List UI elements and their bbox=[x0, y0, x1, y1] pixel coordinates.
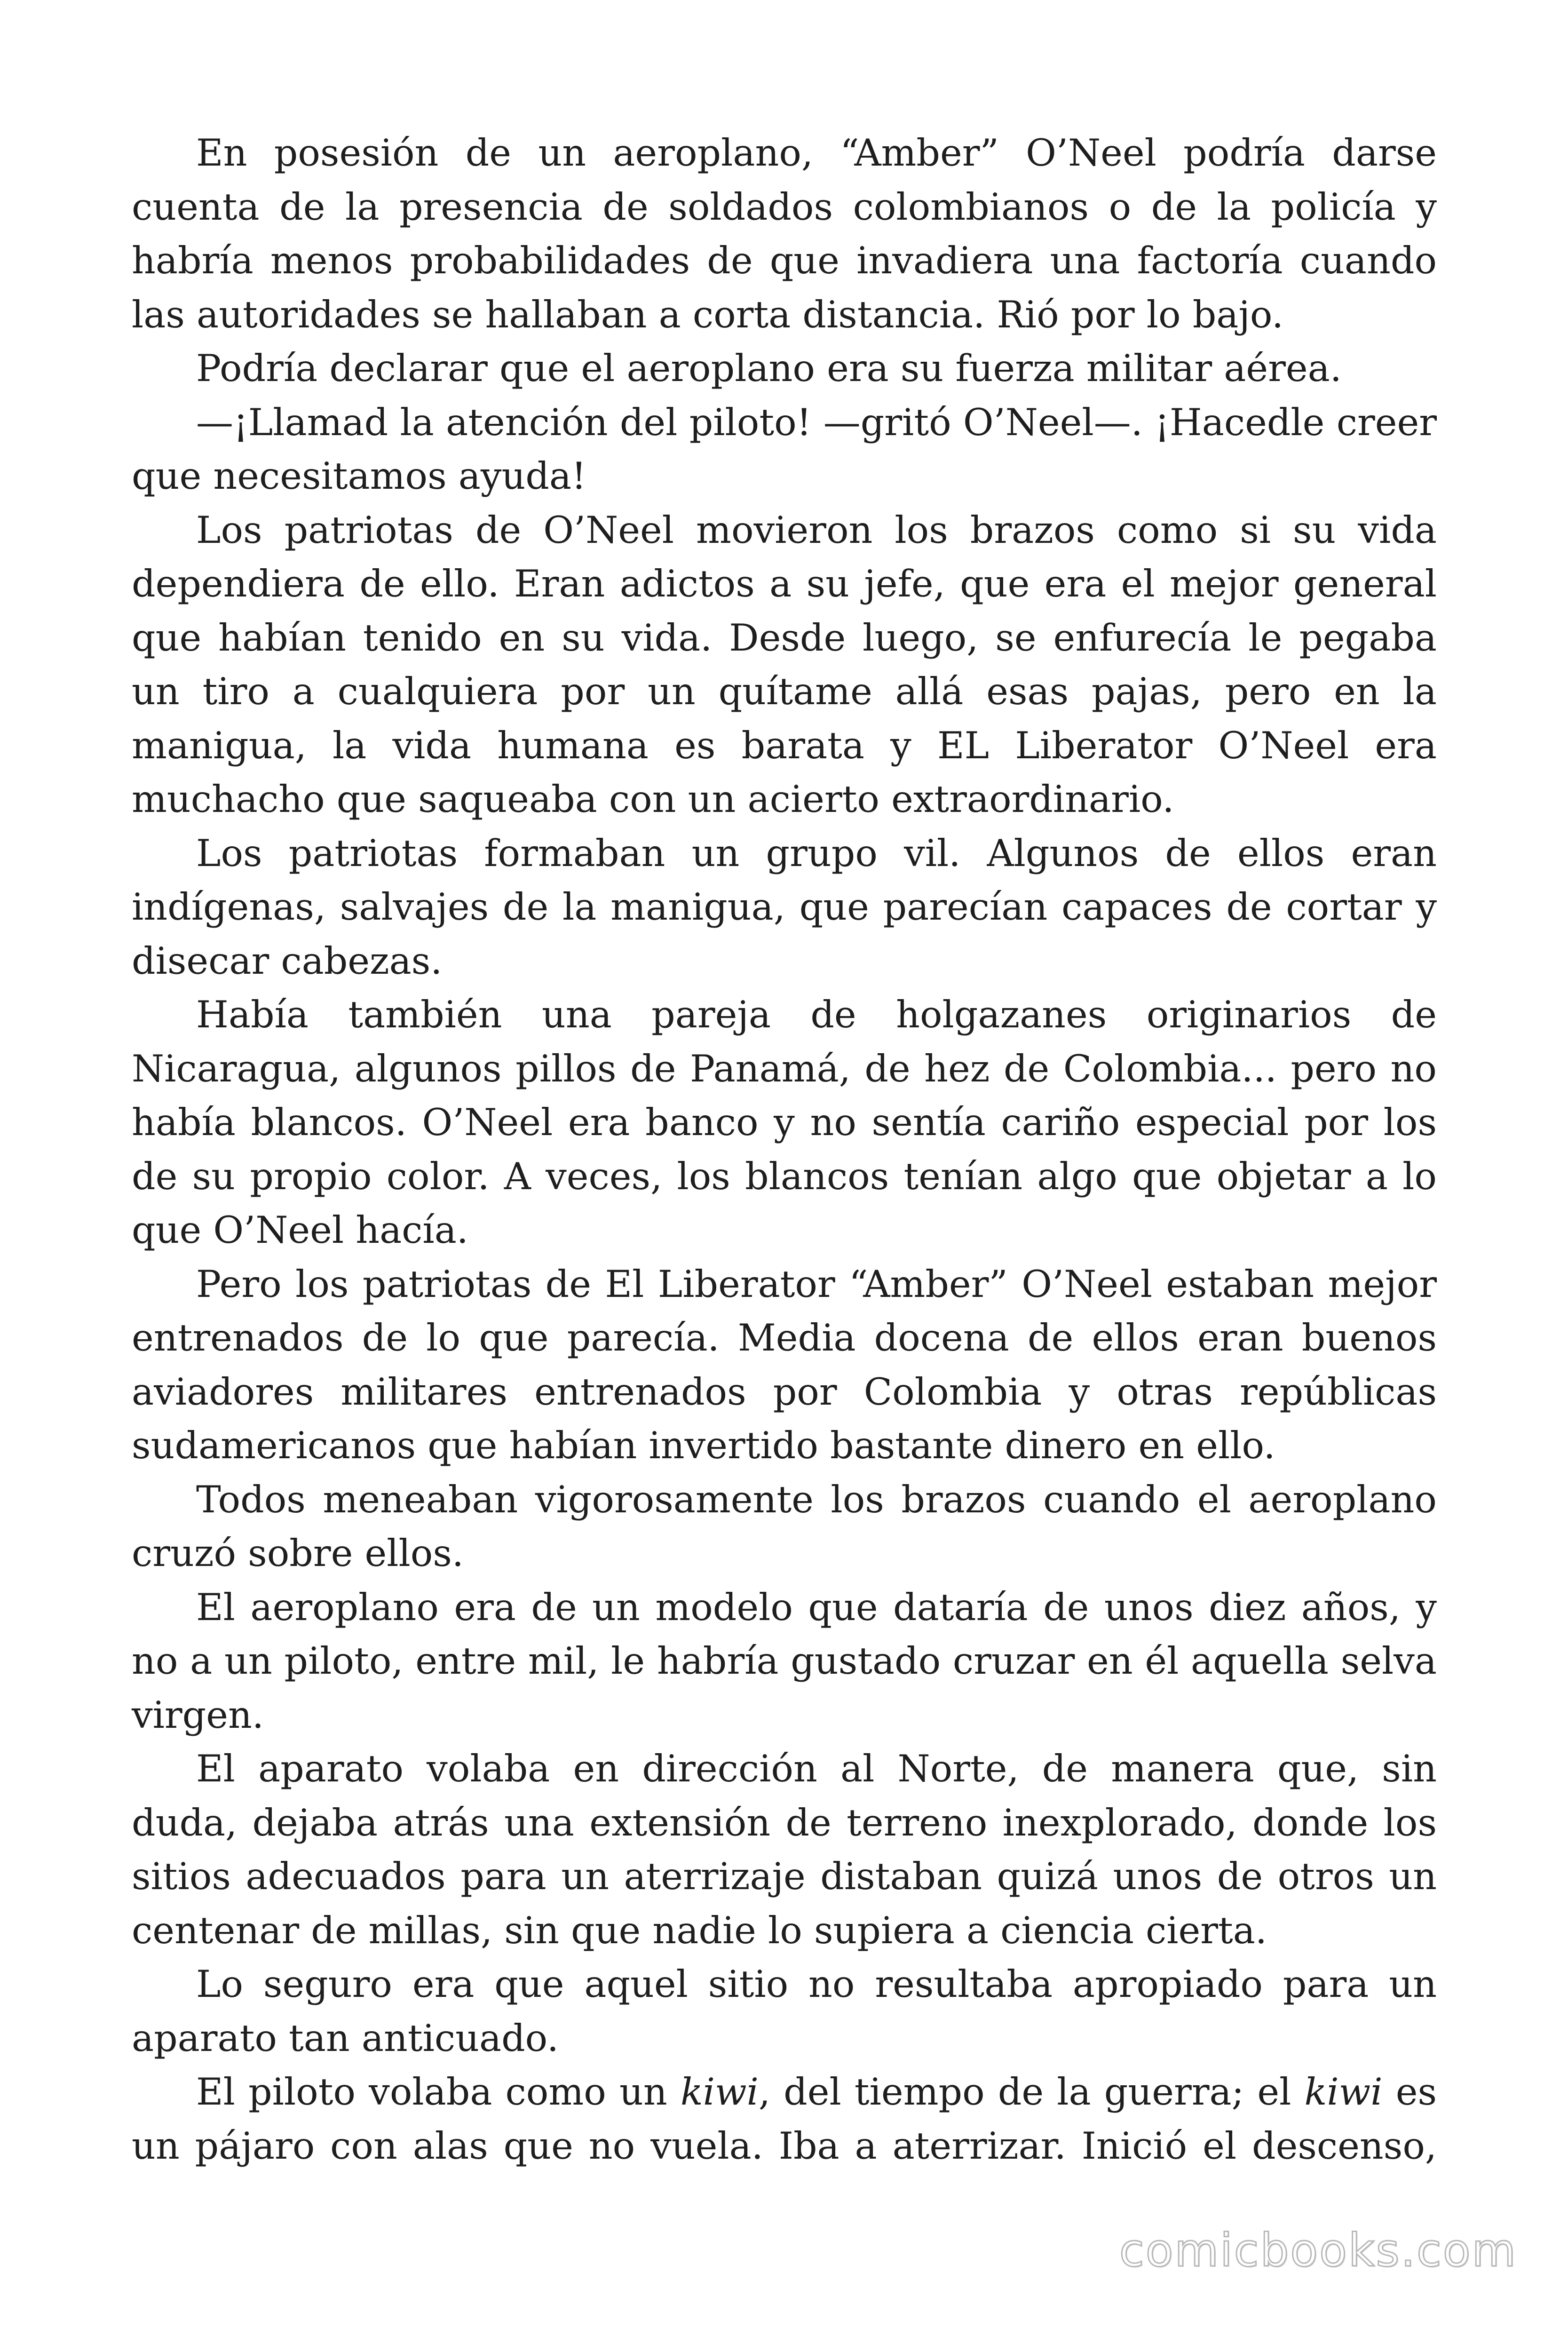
paragraph-continues bbox=[132, 2065, 1437, 2173]
paragraph: Había también una pareja de holgazanes originarios de Nicaragua, algunos pillos de Panamá, de hez de Colombia... pero no había blancos. O’Neel era banco y no sentía cariño especial por los de su propio color. A veces, los blancos tenían algo que objetar a lo que O’Neel hacía. bbox=[132, 993, 1437, 1252]
paragraph: El aeroplano era de un modelo que dataría de unos diez años, y no a un piloto, entre mil, le habría gustado cruzar en él aquella selva virgen. bbox=[132, 1585, 1437, 1737]
paragraph: Todos meneaban vigorosamente los brazos cuando el aeroplano cruzó sobre ellos. bbox=[132, 1478, 1437, 1575]
paragraph: Podría declarar que el aeroplano era su fuerza militar aérea. bbox=[196, 347, 1342, 390]
text-segment: es un pájaro con alas que no vuela. Iba a aterrizar. Inició el descenso, bbox=[132, 2070, 1437, 2168]
italic-word: kiwi bbox=[1304, 2070, 1383, 2114]
paragraph: Pero los patriotas de El Liberator “Amber” O’Neel estaban mejor entrenados de lo que parecía. Media docena de ellos eran buenos aviadores militares entrenados por Colombia y otras repúblicas sudamericanos que habían invertido bastante dinero en ello. bbox=[132, 1262, 1437, 1467]
italic-word: kiwi bbox=[680, 2070, 759, 2114]
paragraph: En posesión de un aeroplano, “Amber” O’Neel podría darse cuenta de la presencia de soldados colombianos o de la policía y habría menos probabilidades de que invadiera una factoría cuando las autoridades se hallaban a corta distancia. Rió por lo bajo. bbox=[132, 131, 1437, 336]
text-segment: , del tiempo de la guerra; el bbox=[758, 2070, 1305, 2114]
paragraph: —¡Llamad la atención del piloto! —gritó O’Neel—. ¡Hacedle creer que necesitamos ayuda! bbox=[132, 400, 1437, 498]
paragraph: Lo seguro era que aquel sitio no resultaba apropiado para un aparato tan anticuado. bbox=[132, 1963, 1437, 2060]
watermark: comicbooks.com bbox=[1119, 2224, 1517, 2277]
text-segment: El piloto volaba como un bbox=[196, 2070, 681, 2114]
paragraph: El aparato volaba en dirección al Norte, de manera que, sin duda, dejaba atrás una extensión de terreno inexplorado, donde los sitios adecuados para un aterrizaje distaban quizá unos de otros un centenar de millas, sin que nadie lo supiera a ciencia cierta. bbox=[132, 1747, 1437, 1952]
paragraph: Los patriotas de O’Neel movieron los brazos como si su vida dependiera de ello. Eran adictos a su jefe, que era el mejor general que habían tenido en su vida. Desde luego, se enfurecía le pegaba un tiro a cualquiera por un quítame allá esas pajas, pero en la manigua, la vida humana es barata y EL Liberator O’Neel era muchacho que saqueaba con un acierto extraordinario. bbox=[132, 508, 1437, 821]
paragraph: Los patriotas formaban un grupo vil. Algunos de ellos eran indígenas, salvajes de la manigua, que parecían capaces de cortar y disecar cabezas. bbox=[132, 831, 1437, 983]
page-text-body bbox=[132, 126, 1437, 2173]
